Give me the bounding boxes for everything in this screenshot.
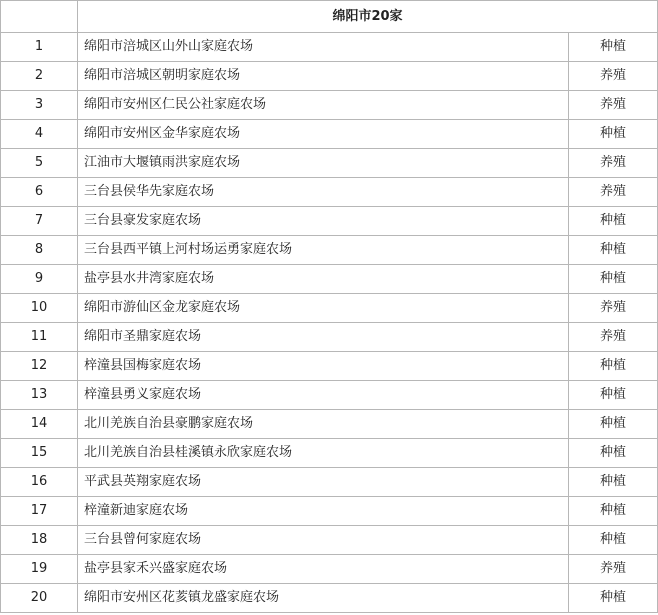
table-row [1, 555, 658, 584]
table-row [1, 352, 658, 381]
farm-name-cell: 盐亭县水井湾家庭农场 [78, 265, 569, 294]
row-number-cell: 19 [1, 555, 78, 584]
farm-name-cell: 绵阳市涪城区朝明家庭农场 [78, 62, 569, 91]
farm-name-cell: 绵阳市圣鼎家庭农场 [78, 323, 569, 352]
table-row [1, 62, 658, 91]
row-number-cell: 17 [1, 497, 78, 526]
row-number-cell: 8 [1, 236, 78, 265]
table-row [1, 236, 658, 265]
table-row [1, 294, 658, 323]
table-header-row [1, 1, 658, 33]
farm-type-cell: 养殖 [569, 294, 658, 323]
farm-type-cell: 养殖 [569, 62, 658, 91]
table-row [1, 120, 658, 149]
table-body [1, 1, 658, 613]
row-number-cell: 7 [1, 207, 78, 236]
row-number-cell: 5 [1, 149, 78, 178]
farm-name-cell: 绵阳市涪城区山外山家庭农场 [78, 33, 569, 62]
table-row [1, 584, 658, 613]
farm-name-cell: 绵阳市安州区金华家庭农场 [78, 120, 569, 149]
table-row [1, 149, 658, 178]
farm-name-cell: 梓潼新迪家庭农场 [78, 497, 569, 526]
farm-type-cell: 种植 [569, 410, 658, 439]
row-number-cell: 14 [1, 410, 78, 439]
row-number-cell: 12 [1, 352, 78, 381]
table-row [1, 265, 658, 294]
table-row [1, 178, 658, 207]
farm-type-cell: 养殖 [569, 91, 658, 120]
farm-type-cell: 种植 [569, 265, 658, 294]
table-row [1, 207, 658, 236]
table-row [1, 33, 658, 62]
table-row [1, 526, 658, 555]
farm-type-cell: 种植 [569, 236, 658, 265]
farm-type-cell: 养殖 [569, 323, 658, 352]
farm-type-cell: 种植 [569, 33, 658, 62]
farm-name-cell: 绵阳市游仙区金龙家庭农场 [78, 294, 569, 323]
farm-name-cell: 梓潼县国梅家庭农场 [78, 352, 569, 381]
farm-name-cell: 平武县英翔家庭农场 [78, 468, 569, 497]
farm-name-cell: 盐亭县家禾兴盛家庭农场 [78, 555, 569, 584]
farm-name-cell: 北川羌族自治县豪鹏家庭农场 [78, 410, 569, 439]
farm-type-cell: 种植 [569, 526, 658, 555]
table-row [1, 497, 658, 526]
farm-type-cell: 种植 [569, 120, 658, 149]
table-row [1, 439, 658, 468]
row-number-cell: 20 [1, 584, 78, 613]
farm-type-cell: 种植 [569, 352, 658, 381]
table-row [1, 410, 658, 439]
row-number-cell: 13 [1, 381, 78, 410]
farm-type-cell: 养殖 [569, 555, 658, 584]
farm-type-cell: 种植 [569, 468, 658, 497]
farm-name-cell: 绵阳市安州区仁民公社家庭农场 [78, 91, 569, 120]
farm-type-cell: 养殖 [569, 178, 658, 207]
farm-type-cell: 种植 [569, 584, 658, 613]
farm-type-cell: 种植 [569, 497, 658, 526]
farm-name-cell: 三台县侯华先家庭农场 [78, 178, 569, 207]
row-number-cell: 2 [1, 62, 78, 91]
row-number-cell: 15 [1, 439, 78, 468]
farm-type-cell: 养殖 [569, 149, 658, 178]
row-number-cell: 18 [1, 526, 78, 555]
row-number-cell: 10 [1, 294, 78, 323]
row-number-cell: 3 [1, 91, 78, 120]
row-number-cell: 16 [1, 468, 78, 497]
farm-name-cell: 北川羌族自治县桂溪镇永欣家庭农场 [78, 439, 569, 468]
row-number-cell: 9 [1, 265, 78, 294]
row-number-cell: 1 [1, 33, 78, 62]
header-empty-cell [1, 1, 78, 33]
table-row [1, 468, 658, 497]
row-number-cell: 6 [1, 178, 78, 207]
table-row [1, 91, 658, 120]
table-title: 绵阳市20家 [78, 1, 658, 33]
farm-type-cell: 种植 [569, 439, 658, 468]
table-row [1, 323, 658, 352]
farm-type-cell: 种植 [569, 207, 658, 236]
table-row [1, 381, 658, 410]
farm-name-cell: 三台县曾何家庭农场 [78, 526, 569, 555]
row-number-cell: 4 [1, 120, 78, 149]
farm-type-cell: 种植 [569, 381, 658, 410]
farm-name-cell: 江油市大堰镇雨洪家庭农场 [78, 149, 569, 178]
farm-name-cell: 三台县西平镇上河村场运勇家庭农场 [78, 236, 569, 265]
row-number-cell: 11 [1, 323, 78, 352]
farm-name-cell: 梓潼县勇义家庭农场 [78, 381, 569, 410]
farm-name-cell: 绵阳市安州区花荄镇龙盛家庭农场 [78, 584, 569, 613]
farm-name-cell: 三台县豪发家庭农场 [78, 207, 569, 236]
